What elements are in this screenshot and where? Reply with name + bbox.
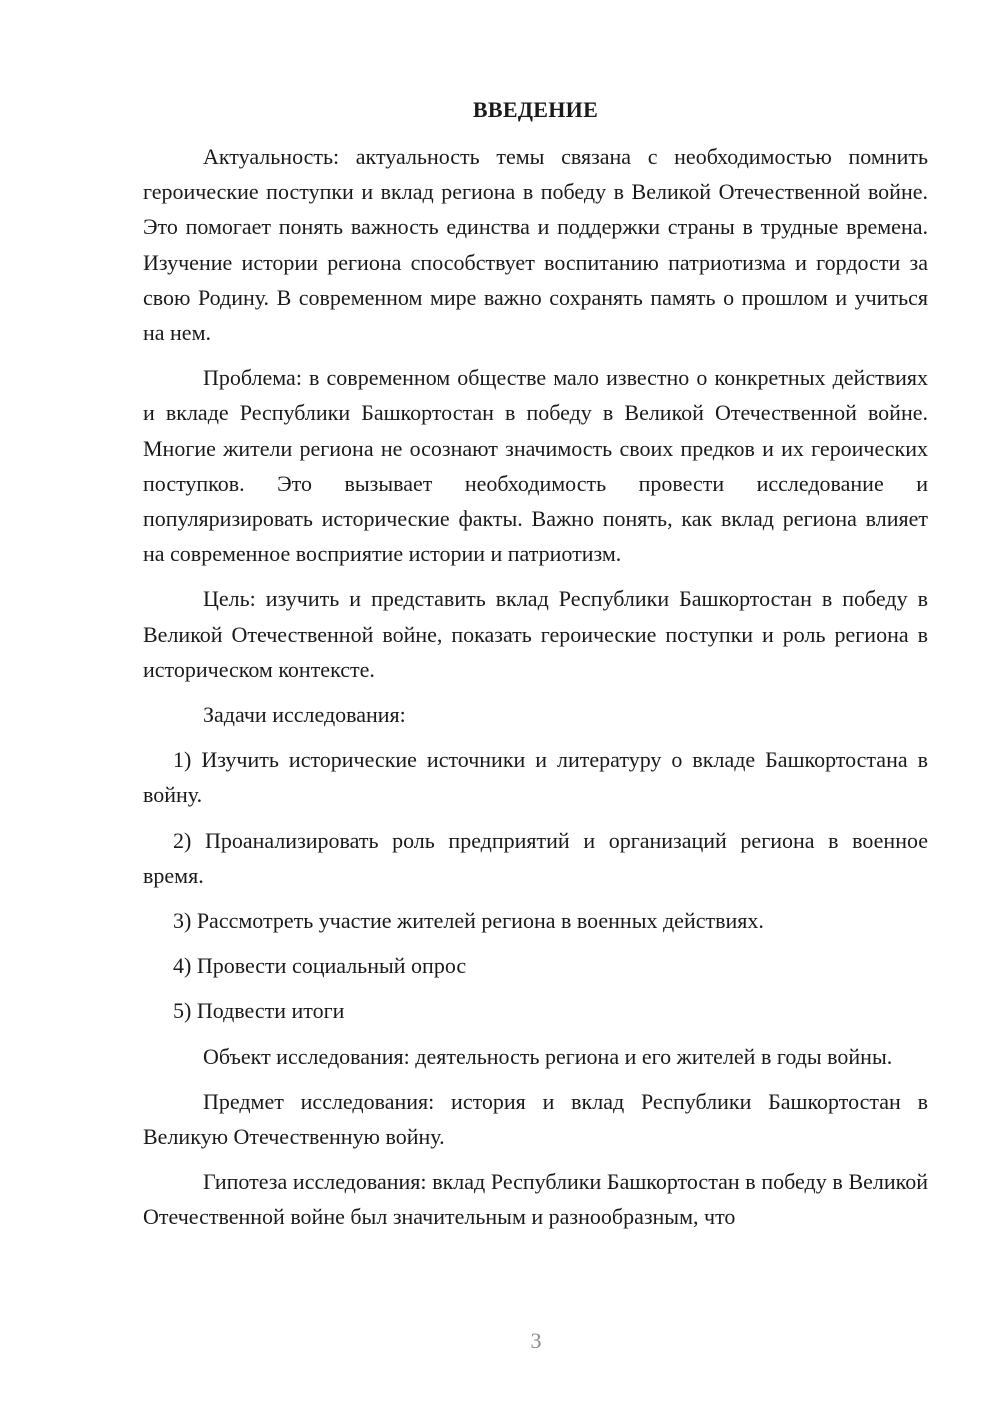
subject-paragraph: Предмет исследования: история и вклад Республики Башкортостан в Великую Отечественную войну.: [143, 1088, 928, 1150]
task-item-2: 2) Проанализировать роль предприятий и организаций региона в военное время.: [143, 827, 928, 888]
tasks-heading: Задачи исследования:: [203, 702, 406, 728]
relevance-paragraph: Актуальность: актуальность темы связана с необходимостью помнить героические поступки и вклад региона в победу в Великой Отечественной войне. Это помогает понять важность единства и поддержки страны в трудные времена. Изучение истории региона способствует воспитанию патриотизма и гордости за свою Родину. В современном мире важно сохранять память о прошлом и учиться на нем.: [143, 144, 928, 346]
object-paragraph: Объект исследования: деятельность региона и его жителей в годы войны.: [203, 1043, 893, 1069]
page-number: 3: [530, 1328, 542, 1353]
page-content: [143, 92, 928, 1245]
task-item-3: 3) Рассмотреть участие жителей региона в военных действиях.: [173, 908, 764, 934]
task-item-4: 4) Провести социальный опрос: [173, 953, 467, 979]
task-item-5: 5) Подвести итоги: [173, 998, 345, 1024]
section-title: ВВЕДЕНИЕ: [472, 97, 599, 122]
problem-paragraph: Проблема: в современном обществе мало известно о конкретных действиях и вкладе Республики Башкортостан в победу в Великой Отечественной войне. Многие жители региона не осознают значимость своих предков и их героических поступков. Это вызывает необходимость провести исследование и популяризировать исторические факты. Важно понять, как вклад региона влияет на современное восприятие истории и патриотизм.: [143, 365, 928, 567]
task-item-1: 1) Изучить исторические источники и литературу о вкладе Башкортостана в войну.: [143, 747, 928, 808]
goal-paragraph: Цель: изучить и представить вклад Республики Башкортостан в победу в Великой Отечественной войне, показать героические поступки и роль региона в историческом контексте.: [143, 586, 928, 682]
hypothesis-paragraph: Гипотеза исследования: вклад Республики Башкортостан в победу в Великой Отечественной войне был значительным и разнообразным, что: [143, 1169, 928, 1230]
